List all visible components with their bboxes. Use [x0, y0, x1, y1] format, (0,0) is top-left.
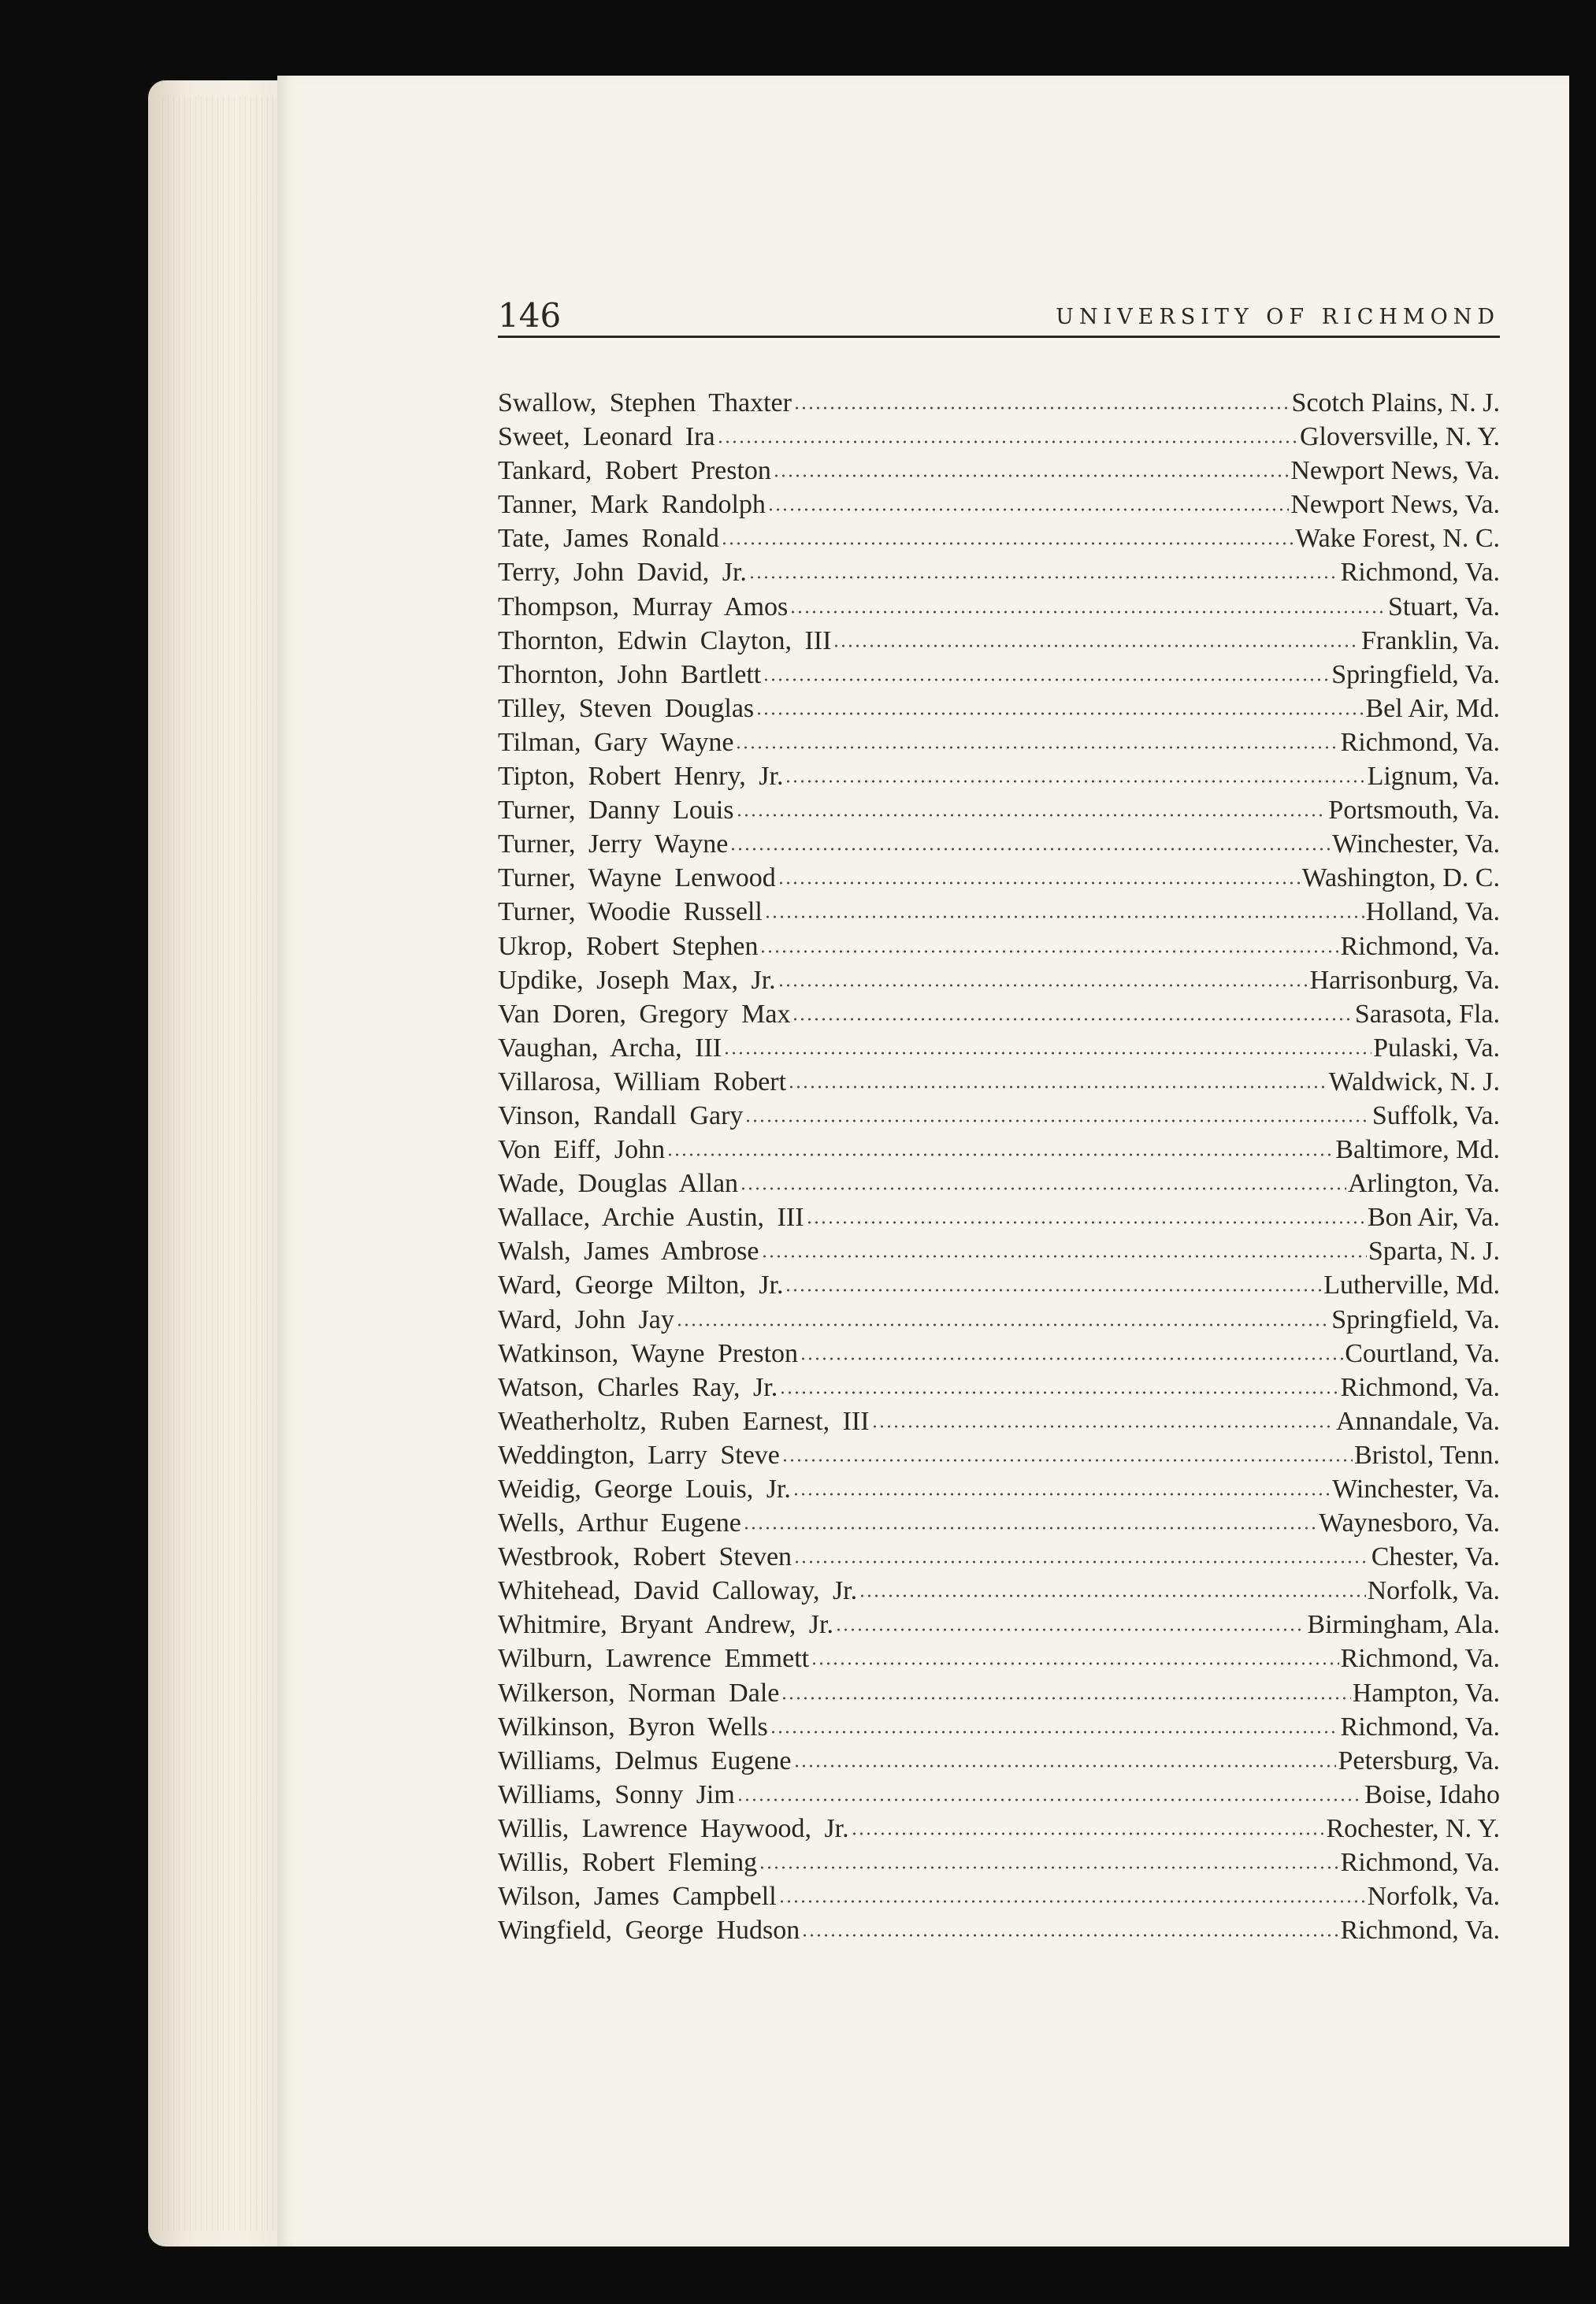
entry-hometown: Lignum, Va.	[1367, 762, 1500, 792]
entry-hometown: Holland, Va.	[1365, 897, 1500, 927]
dot-leader	[835, 1627, 1305, 1633]
entry-name: Von Eiff, John	[498, 1135, 666, 1165]
entry-hometown: Norfolk, Va.	[1367, 1882, 1500, 1912]
dot-leader	[721, 540, 1294, 547]
entry-name: Sweet, Leonard Ira	[498, 422, 715, 452]
dot-leader	[764, 914, 1364, 920]
entry-hometown: Richmond, Va.	[1340, 1916, 1500, 1946]
entry-hometown: Chester, Va.	[1371, 1542, 1500, 1572]
entry-name: Ward, John Jay	[498, 1304, 674, 1334]
list-item	[498, 1337, 1500, 1371]
entry-hometown: Bristol, Tenn.	[1354, 1440, 1500, 1470]
entry-hometown: Richmond, Va.	[1340, 727, 1500, 757]
list-item	[498, 624, 1500, 658]
list-item	[498, 658, 1500, 692]
entry-hometown: Sarasota, Fla.	[1354, 999, 1500, 1029]
entry-name: Van Doren, Gregory Max	[498, 999, 791, 1029]
dot-leader	[781, 1695, 1350, 1701]
list-item	[498, 759, 1500, 793]
entry-hometown: Petersburg, Va.	[1338, 1746, 1500, 1775]
entry-hometown: Boise, Idaho	[1364, 1779, 1500, 1809]
entry-name: Wade, Douglas Allan	[498, 1169, 739, 1199]
entry-hometown: Lutherville, Md.	[1323, 1271, 1500, 1300]
list-item	[498, 1065, 1500, 1099]
entry-name: Vinson, Randall Gary	[498, 1100, 744, 1130]
dot-leader	[717, 439, 1298, 445]
entry-hometown: Rochester, N. Y.	[1326, 1813, 1500, 1843]
student-directory-list	[498, 386, 1500, 1947]
list-item	[498, 454, 1500, 488]
entry-name: Tate, James Ronald	[498, 524, 719, 554]
entry-name: Wingfield, George Hudson	[498, 1916, 800, 1946]
list-item	[498, 1031, 1500, 1065]
list-item	[498, 555, 1500, 589]
entry-name: Updike, Joseph Max, Jr.	[498, 965, 776, 995]
list-item	[498, 692, 1500, 725]
dot-leader	[759, 948, 1338, 955]
dot-leader	[781, 1457, 1353, 1464]
entry-hometown: Birmingham, Ala.	[1307, 1610, 1500, 1640]
entry-hometown: Scotch Plains, N. J.	[1291, 388, 1500, 417]
list-item	[498, 963, 1500, 997]
entry-name: Wilkerson, Norman Dale	[498, 1678, 780, 1708]
entry-name: Wilson, James Campbell	[498, 1882, 777, 1912]
dot-leader	[806, 1219, 1366, 1226]
dot-leader	[744, 1118, 1370, 1124]
list-item	[498, 1574, 1500, 1608]
entry-hometown: Harrisonburg, Va.	[1309, 965, 1500, 995]
entry-name: Ward, George Milton, Jr.	[498, 1271, 784, 1300]
entry-name: Vaughan, Archa, III	[498, 1033, 722, 1063]
entry-hometown: Sparta, N. J.	[1368, 1237, 1500, 1267]
dot-leader	[666, 1152, 1334, 1158]
entry-hometown: Annandale, Va.	[1335, 1406, 1500, 1436]
list-item	[498, 1642, 1500, 1675]
entry-name: Turner, Wayne Lenwood	[498, 863, 776, 893]
dot-leader	[770, 1729, 1339, 1735]
entry-name: Willis, Lawrence Haywood, Jr.	[498, 1813, 849, 1843]
entry-name: Westbrook, Robert Steven	[498, 1542, 792, 1572]
dot-leader	[792, 1491, 1331, 1497]
entry-name: Ukrop, Robert Stephen	[498, 931, 759, 961]
list-item	[498, 1540, 1500, 1574]
dot-leader	[740, 1185, 1346, 1192]
dot-leader	[788, 1084, 1327, 1090]
list-item	[498, 1268, 1500, 1302]
entry-name: Whitehead, David Calloway, Jr.	[498, 1576, 858, 1606]
entry-name: Watson, Charles Ray, Jr.	[498, 1372, 778, 1402]
entry-name: Turner, Danny Louis	[498, 796, 734, 826]
entry-hometown: Waynesboro, Va.	[1319, 1508, 1500, 1538]
list-item	[498, 1303, 1500, 1337]
entry-name: Wallace, Archie Austin, III	[498, 1203, 804, 1233]
entry-hometown: Richmond, Va.	[1340, 1372, 1500, 1402]
list-item	[498, 1404, 1500, 1438]
entry-name: Wells, Arthur Eugene	[498, 1508, 741, 1538]
entry-name: Turner, Woodie Russell	[498, 897, 763, 927]
list-item	[498, 521, 1500, 555]
entry-hometown: Richmond, Va.	[1340, 931, 1500, 961]
entry-hometown: Newport News, Va.	[1290, 456, 1500, 486]
entry-name: Terry, John David, Jr.	[498, 558, 747, 588]
entry-name: Turner, Jerry Wayne	[498, 829, 729, 859]
list-item	[498, 1812, 1500, 1846]
dot-leader	[793, 1763, 1337, 1769]
entry-hometown: Pulaski, Va.	[1373, 1033, 1500, 1063]
dot-leader	[871, 1423, 1334, 1430]
list-item	[498, 420, 1500, 454]
dot-leader	[736, 812, 1327, 818]
entry-name: Wilburn, Lawrence Emmett	[498, 1644, 810, 1674]
dot-leader	[800, 1356, 1343, 1362]
book-page-edges	[148, 80, 298, 2246]
entry-hometown: Richmond, Va.	[1340, 1644, 1500, 1674]
entry-name: Willis, Robert Fleming	[498, 1848, 758, 1878]
dot-leader	[759, 1864, 1338, 1871]
entry-name: Wilkinson, Byron Wells	[498, 1712, 768, 1742]
dot-leader	[778, 982, 1308, 989]
running-head: UNIVERSITY OF RICHMOND	[1056, 305, 1500, 329]
dot-leader	[785, 778, 1365, 785]
list-item	[498, 488, 1500, 521]
entry-hometown: Franklin, Va.	[1361, 625, 1500, 655]
entry-hometown: Washington, D. C.	[1301, 863, 1500, 893]
list-item	[498, 1879, 1500, 1913]
dot-leader	[793, 405, 1290, 411]
entry-hometown: Newport News, Va.	[1290, 490, 1500, 520]
dot-leader	[778, 1898, 1366, 1905]
list-item	[498, 1133, 1500, 1167]
entry-hometown: Springfield, Va.	[1331, 1304, 1500, 1334]
entry-hometown: Stuart, Va.	[1388, 592, 1500, 621]
entry-hometown: Bel Air, Md.	[1365, 693, 1500, 723]
list-item	[498, 1472, 1500, 1506]
list-item	[498, 386, 1500, 420]
entry-hometown: Richmond, Va.	[1340, 1712, 1500, 1742]
list-item	[498, 1778, 1500, 1812]
list-item	[498, 1200, 1500, 1234]
dot-leader	[773, 473, 1289, 479]
entry-name: Tilley, Steven Douglas	[498, 693, 755, 723]
list-item	[498, 895, 1500, 929]
dot-leader	[737, 1797, 1363, 1803]
dot-leader	[729, 846, 1331, 852]
entry-hometown: Baltimore, Md.	[1335, 1135, 1500, 1165]
entry-name: Weidig, George Louis, Jr.	[498, 1475, 791, 1504]
dot-leader	[761, 1253, 1367, 1260]
entry-name: Weddington, Larry Steve	[498, 1440, 780, 1470]
entry-name: Williams, Sonny Jim	[498, 1779, 735, 1809]
dot-leader	[743, 1525, 1317, 1531]
entry-hometown: Richmond, Va.	[1340, 558, 1500, 588]
dot-leader	[789, 609, 1386, 615]
dot-leader	[793, 1559, 1370, 1565]
list-item	[498, 1846, 1500, 1879]
entry-name: Watkinson, Wayne Preston	[498, 1338, 799, 1368]
entry-name: Walsh, James Ambrose	[498, 1237, 759, 1267]
entry-hometown: Winchester, Va.	[1332, 1475, 1500, 1504]
entry-name: Thornton, Edwin Clayton, III	[498, 625, 832, 655]
entry-hometown: Arlington, Va.	[1348, 1169, 1500, 1199]
entry-name: Tilman, Gary Wayne	[498, 727, 734, 757]
list-item	[498, 1676, 1500, 1710]
list-item	[498, 793, 1500, 827]
list-item	[498, 1438, 1500, 1472]
list-item	[498, 725, 1500, 759]
entry-name: Tanner, Mark Randolph	[498, 490, 766, 520]
list-item	[498, 1744, 1500, 1778]
list-item	[498, 1167, 1500, 1200]
entry-hometown: Richmond, Va.	[1340, 1848, 1500, 1878]
list-item	[498, 1099, 1500, 1133]
entry-hometown: Norfolk, Va.	[1367, 1576, 1500, 1606]
entry-hometown: Hampton, Va.	[1352, 1678, 1500, 1708]
dot-leader	[811, 1660, 1338, 1667]
entry-name: Weatherholtz, Ruben Earnest, III	[498, 1406, 870, 1436]
list-item	[498, 1913, 1500, 1947]
entry-hometown: Suffolk, Va.	[1371, 1100, 1500, 1130]
entry-name: Tankard, Robert Preston	[498, 456, 771, 486]
list-item	[498, 590, 1500, 624]
entry-hometown: Wake Forest, N. C.	[1295, 524, 1500, 554]
dot-leader	[748, 574, 1339, 581]
dot-leader	[785, 1287, 1322, 1293]
list-item	[498, 861, 1500, 895]
dot-leader	[676, 1322, 1330, 1328]
entry-name: Villarosa, William Robert	[498, 1067, 787, 1096]
dot-leader	[755, 710, 1364, 717]
entry-hometown: Portsmouth, Va.	[1328, 796, 1500, 826]
entry-hometown: Bon Air, Va.	[1367, 1203, 1500, 1233]
dot-leader	[735, 744, 1338, 751]
entry-name: Thornton, John Bartlett	[498, 659, 762, 689]
entry-name: Swallow, Stephen Thaxter	[498, 388, 792, 417]
entry-hometown: Winchester, Va.	[1332, 829, 1500, 859]
list-item	[498, 1710, 1500, 1744]
entry-hometown: Waldwick, N. J.	[1328, 1067, 1500, 1096]
dot-leader	[763, 677, 1330, 683]
list-item	[498, 827, 1500, 861]
entry-name: Tipton, Robert Henry, Jr.	[498, 762, 784, 792]
entry-hometown: Courtland, Va.	[1345, 1338, 1500, 1368]
entry-name: Williams, Delmus Eugene	[498, 1746, 792, 1775]
list-item	[498, 997, 1500, 1031]
page-header	[498, 291, 1500, 338]
dot-leader	[801, 1932, 1338, 1939]
list-item	[498, 929, 1500, 963]
list-item	[498, 1234, 1500, 1268]
dot-leader	[859, 1593, 1365, 1599]
dot-leader	[833, 643, 1360, 649]
dot-leader	[767, 506, 1289, 513]
entry-name: Whitmire, Bryant Andrew, Jr.	[498, 1610, 833, 1640]
list-item	[498, 1371, 1500, 1404]
dot-leader	[779, 1389, 1338, 1396]
list-item	[498, 1608, 1500, 1642]
entry-hometown: Gloversville, N. Y.	[1299, 422, 1500, 452]
dot-leader	[723, 1050, 1371, 1056]
entry-name: Thompson, Murray Amos	[498, 592, 789, 621]
dot-leader	[778, 880, 1301, 886]
entry-hometown: Springfield, Va.	[1331, 659, 1500, 689]
dot-leader	[792, 1016, 1353, 1022]
list-item	[498, 1506, 1500, 1540]
page-number: 146	[498, 296, 562, 335]
dot-leader	[851, 1831, 1325, 1837]
